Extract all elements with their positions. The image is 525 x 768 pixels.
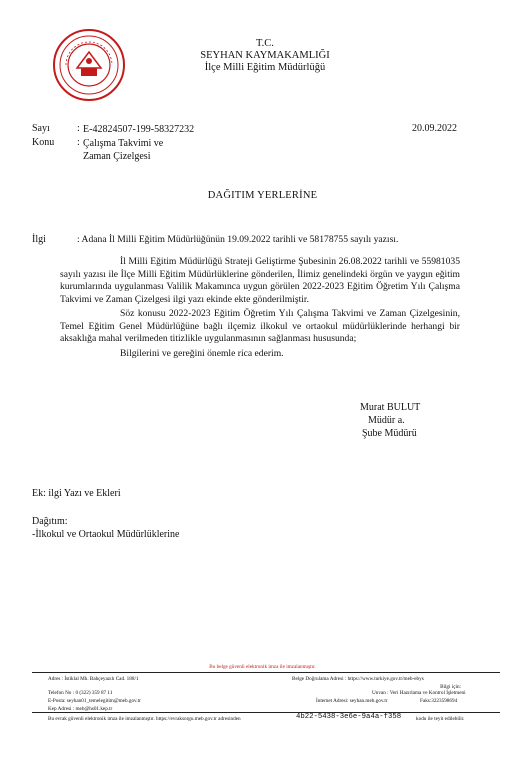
document-date: 20.09.2022 [412, 123, 457, 134]
secure-signature-notice: Bu belge güvenli elektronik imza ile imzalanmıştır. [209, 664, 316, 670]
footer-verification-suffix: kodu ile teyit edilebilir. [416, 716, 465, 722]
konu-value-1: Çalışma Takvimi ve [83, 138, 164, 149]
konu-value-2: Zaman Çizelgesi [83, 151, 151, 162]
signer-title-1: Müdür a. [368, 415, 405, 426]
sayi-colon: : [77, 123, 80, 134]
body-paragraph-1: İl Milli Eğitim Müdürlüğü Strateji Geliştirme Şubesinin 26.08.2022 tarihli ve 55981035 sayılı yazısı ile İlçe Milli Eğitim Müdürlüklerine gönderilen, İlimiz genelindeki örgün ve yaygın eğitim kurumlarında uygulanması Valilik Makamınca uygun görülen 2022-2023 Eğitim Öğretim Yılı Çalışma Takvimi ve Zaman Çizelgesi ilgi yazı ekinde ekte gönderilmiştir. [60, 256, 460, 305]
body-paragraph-2: Söz konusu 2022-2023 Eğitim Öğretim Yılı Çalışma Takvimi ve Zaman Çizelgesinin, Temel Eğitim Genel Müdürlüğüne bağlı ilçemiz ilkokul ve ortaokul müdürlüklerinde herhangi bir aksaklığa mahal verilmeden titizlikle uygulanmasının sağlanması hususunda; [60, 308, 460, 344]
footer-title: Unvan : Veri Hazırlama ve Kontrol İşletmeni [372, 690, 466, 696]
konu-colon: : [77, 137, 80, 148]
footer-divider-2 [32, 712, 500, 713]
footer-verification: Belge Doğrulama Adresi : https://www.turkiye.gov.tr/meb-ebys [292, 676, 424, 682]
footer-address: Adres : İstiklal Mh. Bahçeyazılı Cad. 188/1 [48, 676, 139, 682]
header-mudurluk: İlçe Milli Eğitim Müdürlüğü [204, 62, 326, 73]
ilgi-label: İlgi [32, 234, 46, 245]
distribution-label: Dağıtım: [32, 516, 68, 527]
footer-divider [32, 672, 500, 673]
sayi-label: Sayı [32, 123, 50, 134]
attachments: Ek: ilgi Yazı ve Ekleri [32, 488, 121, 499]
footer-phone: Telefon No : 0 (322) 359 87 11 [48, 690, 113, 696]
verification-code: 4b22-5438-3e6e-9a4a-f358 [296, 713, 402, 721]
signer-title-2: Şube Müdürü [362, 428, 417, 439]
footer-info: Bilgi için: [440, 684, 461, 690]
konu-label: Konu [32, 137, 55, 148]
distribution-title: DAĞITIM YERLERİNE [207, 190, 318, 201]
ilgi-text: : Adana İl Milli Eğitim Müdürlüğünün 19.09.2022 tarihli ve 58178755 sayılı yazısı. [77, 234, 399, 245]
header-kaymakamlik: SEYHAN KAYMAKAMLIĞI [200, 50, 330, 61]
ministry-logo [52, 28, 126, 102]
signer-name: Murat BULUT [360, 402, 421, 413]
footer-kep: Kep Adresi : meb@hs01.kep.tr [48, 706, 113, 712]
sayi-value: E-42824507-199-58327232 [83, 124, 195, 135]
body-paragraph-3: Bilgilerini ve gereğini önemle rica ederim. [120, 348, 284, 359]
header-tc: T.C. [256, 38, 274, 49]
footer-email: E-Posta: seyhan01_temelegitim@meb.gov.tr [48, 698, 141, 704]
distribution-item: -İlkokul ve Ortaokul Müdürlüklerine [32, 529, 180, 540]
footer-fax: Faks:3223598694 [420, 698, 458, 704]
footer-verification-note: Bu evrak güvenli elektronik imza ile imzalanmıştır. https://evraksorgu.meb.gov.tr adresinden [48, 716, 241, 722]
footer-website: İnternet Adresi: seyhan.meb.gov.tr [316, 698, 388, 704]
